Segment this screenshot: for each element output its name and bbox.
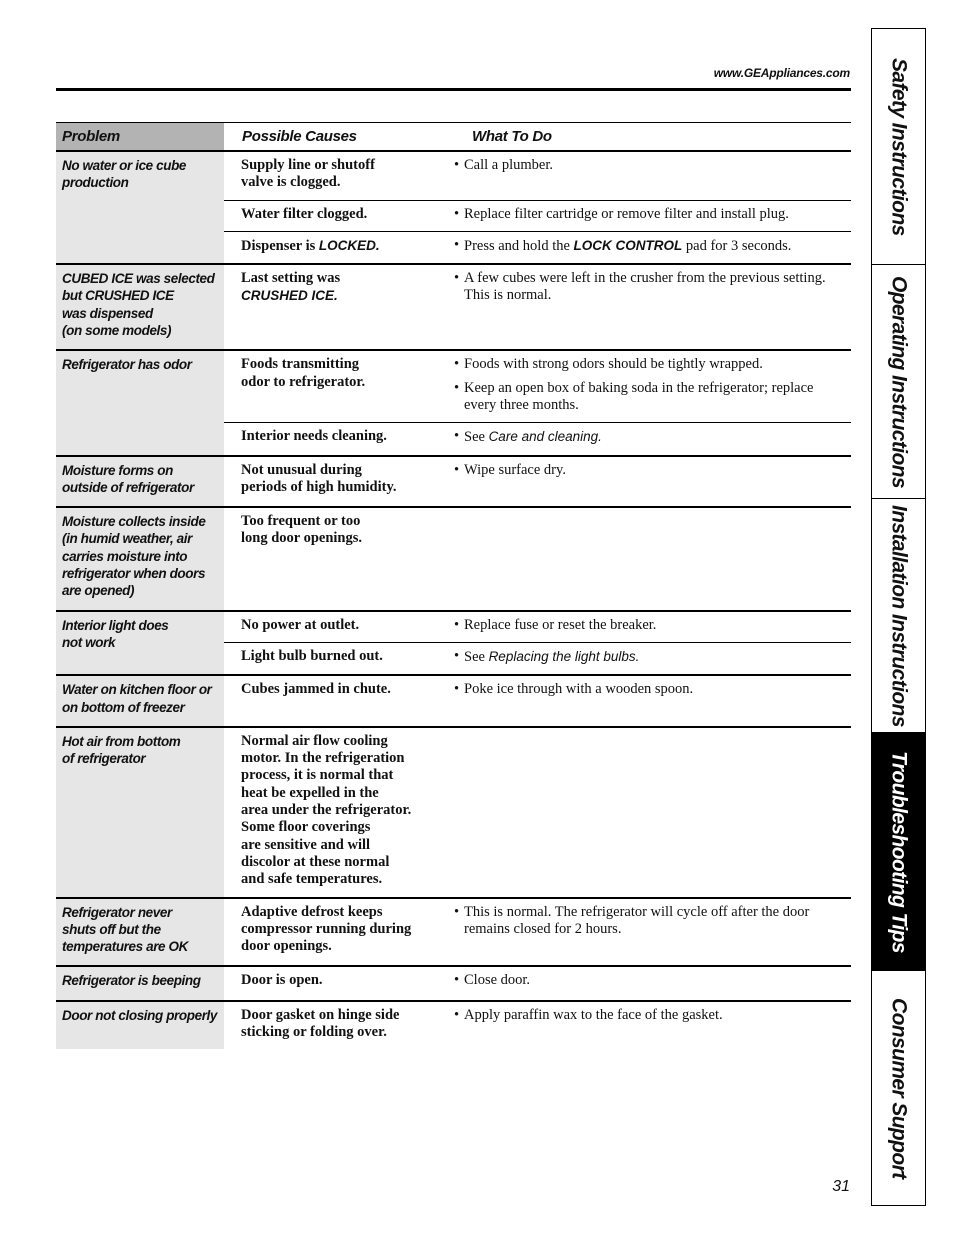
cause-rows [224, 967, 851, 999]
problem-group [56, 1002, 851, 1050]
action-text: Call a plumber. [464, 157, 553, 173]
cause-rows [224, 899, 851, 966]
problem-group [56, 899, 851, 968]
bullet-dot: • [454, 270, 460, 287]
table-body [56, 152, 851, 1049]
possible-cause-cell: Too frequent or too long door openings. [241, 513, 363, 547]
bullet-dot: • [454, 236, 460, 253]
action-bullet [454, 972, 845, 989]
action-text: See Care and cleaning. [464, 429, 602, 446]
possible-cause-cell: Water filter clogged. [241, 205, 368, 222]
column-header-problem: Problem [56, 123, 224, 150]
cause-row [224, 152, 851, 201]
possible-cause-cell: Foods transmitting odor to refrigerator. [241, 356, 366, 390]
cause-row [224, 508, 851, 609]
action-bullet [454, 356, 845, 373]
action-text: Keep an open box of baking soda in the refrigerator; replace every three months. [464, 379, 814, 413]
action-text: Close door. [464, 972, 531, 989]
action-bullet [454, 648, 845, 666]
action-bullet [454, 270, 845, 305]
action-bullet [454, 237, 845, 255]
bullet-dot: • [454, 647, 460, 664]
problem-group [56, 152, 851, 265]
what-to-do-cell [454, 457, 851, 507]
what-to-do-cell [454, 265, 851, 349]
problem-group [56, 612, 851, 677]
cause-row [224, 232, 851, 263]
action-text: Apply paraffin wax to the face of the gasket. [464, 1006, 723, 1023]
action-text: Wipe surface dry. [464, 461, 566, 478]
cause-row [224, 612, 851, 643]
what-to-do-cell [454, 232, 851, 263]
header-rule [56, 88, 851, 91]
action-text: Press and hold the LOCK CONTROL pad for 3 seconds. [464, 237, 792, 254]
problem-cell: CUBED ICE was selected but CRUSHED ICE was dispensed (on some models) [56, 265, 224, 349]
problem-cell: Door not closing properly [56, 1002, 224, 1050]
cause-row [224, 423, 851, 454]
section-tab-label: Safety Instructions [887, 57, 911, 236]
cause-row [224, 899, 851, 966]
cause-rows [224, 457, 851, 507]
problem-group [56, 265, 851, 351]
site-url[interactable]: www.GEAppliances.com [713, 66, 850, 80]
cause-row [224, 967, 851, 999]
cause-row [224, 1002, 851, 1050]
problem-cell: Interior light does not work [56, 612, 224, 675]
bullet-dot: • [454, 428, 460, 445]
bullet-dot: • [454, 205, 460, 222]
action-text: Replace fuse or reset the breaker. [464, 616, 657, 633]
problem-group [56, 457, 851, 509]
what-to-do-cell [454, 152, 851, 200]
what-to-do-cell [454, 423, 851, 454]
table-header-row [56, 122, 851, 152]
action-bullet [454, 462, 845, 479]
bullet-dot: • [454, 379, 460, 396]
what-to-do-cell [454, 899, 851, 966]
possible-cause-cell: Interior needs cleaning. [241, 428, 387, 445]
problem-cell: Refrigerator never shuts off but the temperatures are OK [56, 899, 224, 966]
possible-cause-cell: Normal air flow cooling motor. In the refrigeration process, it is normal that heat be expelled in the area under the refrigerator. Some floor coverings are sensitive and will discolor at these normal and safe temperatures. [241, 732, 412, 888]
problem-group [56, 728, 851, 899]
bullet-dot: • [454, 616, 460, 633]
action-text: Replace filter cartridge or remove filter and install plug. [464, 205, 789, 222]
section-tab[interactable] [872, 29, 925, 265]
section-tab-label: Consumer Support [887, 997, 911, 1179]
troubleshooting-table [56, 122, 851, 1049]
possible-cause-cell: Adaptive defrost keeps compressor running during door openings. [241, 903, 412, 955]
what-to-do-cell [454, 612, 851, 642]
action-text: Poke ice through with a wooden spoon. [464, 681, 694, 698]
what-to-do-cell [454, 1002, 851, 1050]
problem-cell: Refrigerator is beeping [56, 967, 224, 999]
action-bullet [454, 206, 845, 223]
what-to-do-cell [454, 351, 851, 422]
action-text: See Replacing the light bulbs. [464, 648, 640, 665]
what-to-do-cell [454, 967, 851, 999]
problem-cell: Moisture collects inside (in humid weather, air carries moisture into refrigerator when doors are opened) [56, 508, 224, 609]
problem-group [56, 967, 851, 1001]
action-bullet [454, 904, 845, 939]
section-tab[interactable] [872, 499, 925, 733]
cause-row [224, 265, 851, 349]
cause-row [224, 457, 851, 507]
possible-cause-cell: Cubes jammed in chute. [241, 681, 391, 698]
section-tab-label: Operating Instructions [887, 275, 911, 488]
possible-cause-cell: Door gasket on hinge side sticking or folding over. [241, 1006, 400, 1040]
column-header-what-to-do: What To Do [472, 128, 552, 145]
action-bullet [454, 157, 845, 174]
problem-group [56, 351, 851, 456]
cause-rows [224, 351, 851, 454]
what-to-do-cell [454, 201, 851, 231]
possible-cause-cell: Last setting was CRUSHED ICE. [241, 270, 341, 304]
possible-cause-cell: Not unusual during periods of high humidity. [241, 461, 397, 495]
section-tab[interactable] [872, 971, 925, 1205]
possible-cause-cell: Supply line or shutoff valve is clogged. [241, 157, 375, 191]
action-text: Foods with strong odors should be tightly wrapped. [464, 356, 763, 373]
possible-cause-cell: Light bulb burned out. [241, 647, 383, 664]
action-bullet [454, 681, 845, 698]
problem-cell: Water on kitchen floor or on bottom of freezer [56, 676, 224, 726]
what-to-do-cell [454, 676, 851, 726]
problem-cell: Moisture forms on outside of refrigerator [56, 457, 224, 507]
page-number: 31 [832, 1178, 850, 1195]
cause-row [224, 351, 851, 423]
possible-cause-cell: Dispenser is LOCKED. [241, 237, 380, 254]
cause-rows [224, 1002, 851, 1050]
section-tabs [871, 28, 926, 1206]
cause-row [224, 728, 851, 897]
problem-cell: Hot air from bottom of refrigerator [56, 728, 224, 897]
cause-rows [224, 152, 851, 263]
problem-cell: No water or ice cube production [56, 152, 224, 263]
bullet-dot: • [454, 1006, 460, 1023]
cause-row [224, 676, 851, 726]
cause-rows [224, 508, 851, 609]
section-tab[interactable] [872, 265, 925, 499]
cause-row [224, 643, 851, 674]
bullet-dot: • [454, 356, 460, 373]
bullet-dot: • [454, 461, 460, 478]
cause-rows [224, 612, 851, 675]
cause-rows [224, 676, 851, 726]
section-tab-label: Installation Instructions [887, 504, 911, 727]
section-tab[interactable] [872, 733, 925, 971]
bullet-dot: • [454, 972, 460, 989]
cause-rows [224, 728, 851, 897]
action-text: A few cubes were left in the crusher from the previous setting. This is normal. [464, 270, 826, 304]
section-tab-label: Troubleshooting Tips [887, 750, 911, 953]
what-to-do-cell [454, 508, 851, 609]
problem-group [56, 676, 851, 728]
what-to-do-cell [454, 643, 851, 674]
column-header-possible-causes: Possible Causes [242, 128, 357, 145]
emphasis-text: Replacing the light bulbs. [488, 648, 640, 664]
action-bullet [454, 428, 845, 446]
action-text: This is normal. The refrigerator will cycle off after the door remains closed for 2 hours. [464, 903, 810, 937]
possible-cause-cell: Door is open. [241, 972, 323, 989]
bullet-dot: • [454, 157, 460, 173]
possible-cause-cell: No power at outlet. [241, 616, 360, 633]
emphasis-text: CRUSHED ICE. [241, 288, 338, 304]
what-to-do-cell [454, 728, 851, 897]
action-bullet [454, 380, 845, 415]
bullet-dot: • [454, 681, 460, 698]
emphasis-text: LOCKED. [318, 237, 380, 253]
emphasis-text: LOCK CONTROL [573, 237, 683, 253]
action-bullet [454, 617, 845, 634]
action-bullet [454, 1007, 845, 1024]
problem-group [56, 508, 851, 611]
problem-cell: Refrigerator has odor [56, 351, 224, 454]
cause-row [224, 201, 851, 232]
emphasis-text: Care and cleaning. [488, 429, 602, 445]
cause-rows [224, 265, 851, 349]
bullet-dot: • [454, 903, 460, 920]
